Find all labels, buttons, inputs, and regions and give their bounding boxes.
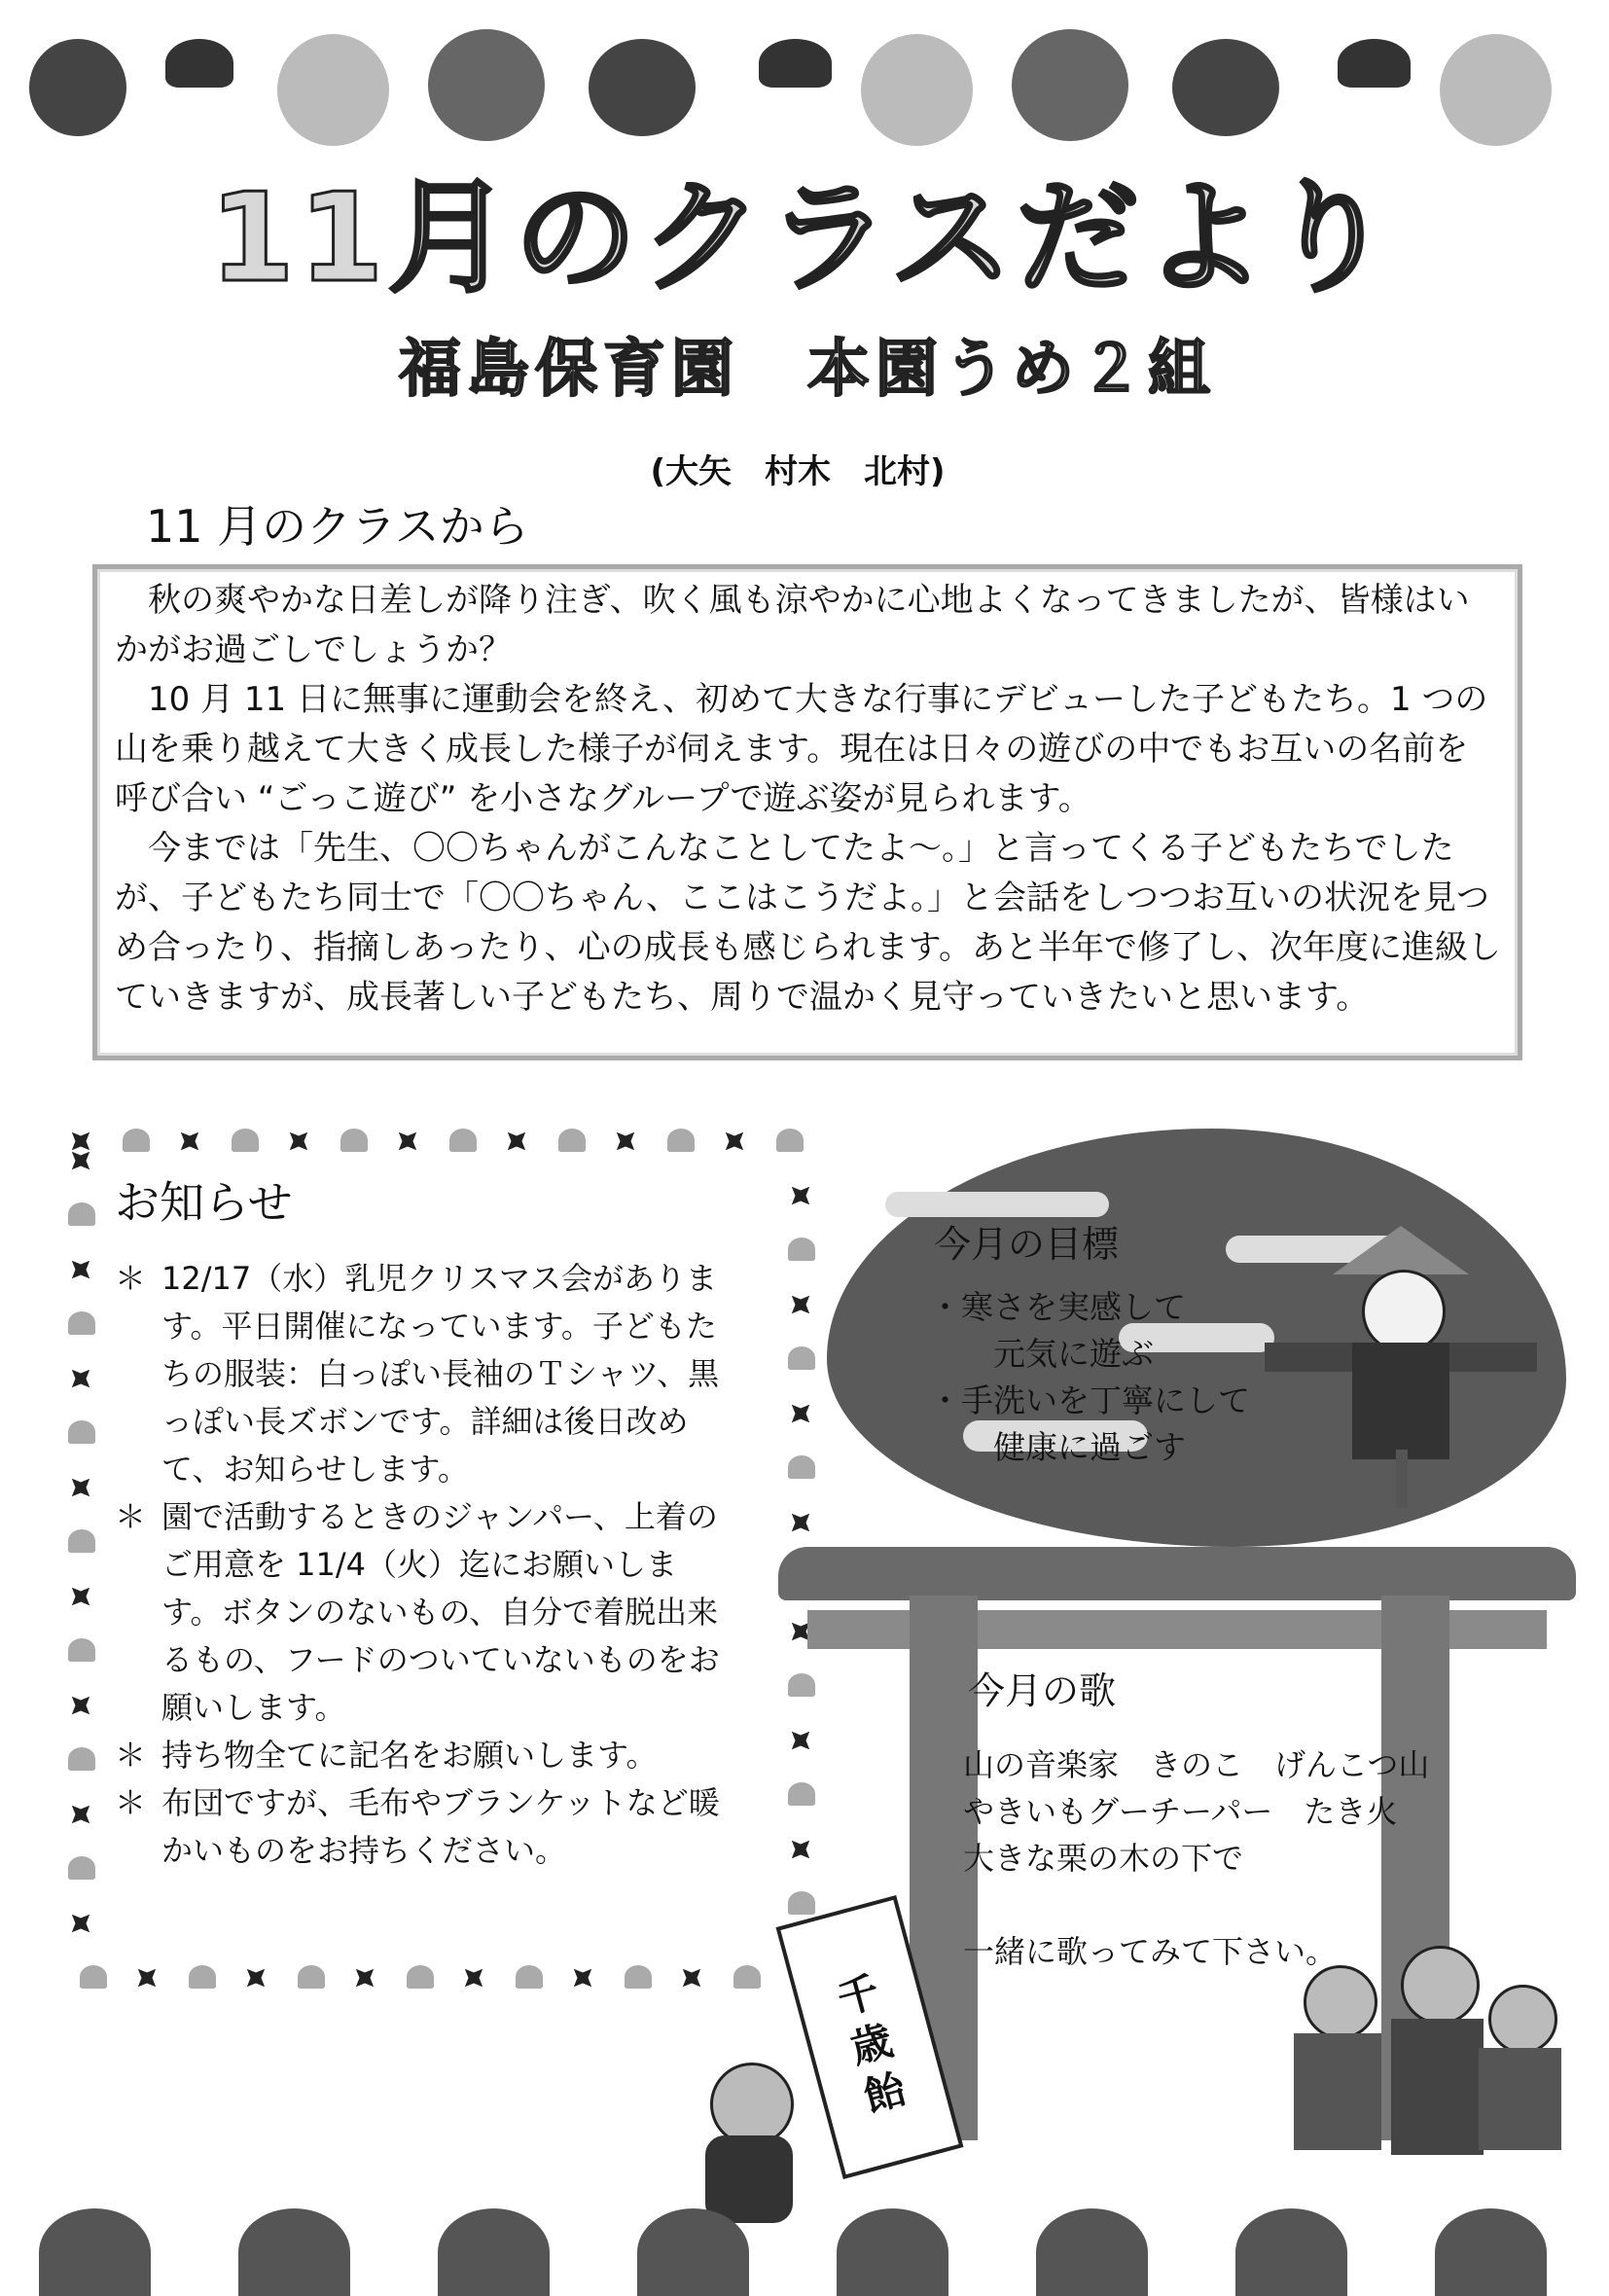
goal-list [929,1284,1250,1471]
ginkgo-leaf-icon [80,1965,107,1989]
maple-leaf-icon [565,1960,601,1996]
ginkgo-leaf-icon [788,1238,815,1261]
ginkgo-leaf-icon [68,1529,95,1553]
ginkgo-leaf-icon [232,1129,259,1152]
notice-item: ＊ 12/17（水）乳児クリスマス会があります。平日開催になっています。子どもたちの服装：白っぽい長袖のＴシャツ、黒っぽい長ズボンです。詳細は後日改めて、お知らせします。 [115,1255,728,1493]
teacher-names: (大矢 村木 北村) [650,452,946,491]
persimmon-icon [428,29,545,141]
maple-leaf-icon [390,1124,426,1160]
notice-list [115,1255,728,1875]
children-kimono-illustration [1284,1946,1576,2160]
pear-icon [1440,34,1552,146]
ginkgo-leaf-icon [449,1129,477,1152]
notice-item: ＊ 園で活動するときのジャンパー、上着のご用意を 11/4（火）迄にお願いします。ボタンのないもの、自分で着脱出来るもの、フードのついていないものをお願いします。 [115,1493,728,1732]
goal-line: ・手洗いを丁寧にして [929,1381,1250,1419]
intro-paragraph: 10 月 11 日に無事に運動会を終え、初めて大きな行事にデビューした子どもたち。1 つの山を乗り越えて大きく成長した様子が伺えます。現在は日々の遊びの中でもお互いの名前を呼び合い “ごっこ遊び” を小さなグループで遊ぶ姿が見られます。 [115,680,1488,818]
ginkgo-leaf-icon [68,1638,95,1662]
song-line: 山の音楽家 きのこ げんこつ山 [963,1746,1430,1783]
ginkgo-leaf-icon [733,1965,761,1989]
goal-line: ・寒さを実感して [929,1288,1186,1326]
chestnut-icon [438,2208,550,2296]
goal-line: 元気に遊ぶ [929,1335,1154,1373]
goal-heading: 今月の目標 [934,1223,1120,1266]
ginkgo-leaf-icon [788,1891,815,1915]
maple-leaf-icon [783,1723,819,1759]
page-title: 11月のクラスだより [209,166,1396,309]
ginkgo-leaf-icon [516,1965,543,1989]
notice-item: ＊ 持ち物全てに記名をお願いします。 [115,1732,728,1779]
intro-text [115,576,1501,1022]
maple-leaf-icon [172,1124,208,1160]
mushroom-icon [165,39,233,88]
maple-leaf-icon [783,1505,819,1541]
fruit-border-top [0,19,1609,165]
maple-leaf-icon [129,1960,165,1996]
intro-paragraph: 今までは「先生、〇〇ちゃんがこんなことしてたよ～。」と言ってくる子どもたちでしたが、子どもたち同士で「〇〇ちゃん、ここはこうだよ。」と会話をしつつお互いの状況を見つめ合ったり、指摘しあったり、心の成長も感じられます。あと半年で修了し、次年度に進級していきますが、成長著しい子どもたち、周りで温かく見守っていきたいと思います。 [115,829,1501,1017]
ginkgo-leaf-icon [788,1455,815,1479]
maple-leaf-icon [63,1143,99,1179]
maple-leaf-icon [63,1252,99,1288]
ginkgo-leaf-icon [625,1965,652,1989]
chestnut-icon [589,39,696,136]
torii-illustration [778,1547,1576,1600]
ginkgo-leaf-icon [788,1346,815,1370]
maple-leaf-icon [608,1124,644,1160]
asterisk-bullet-icon: ＊ [115,1784,147,1821]
ginkgo-leaf-icon [189,1965,216,1989]
maple-leaf-icon [783,1396,819,1432]
song-line: やきいもグーチーパー たき火 [963,1793,1398,1830]
ginkgo-leaf-icon [776,1129,804,1152]
maple-leaf-icon [63,1124,99,1160]
song-line: 一緒に歌ってみて下さい。 [963,1933,1338,1970]
ginkgo-leaf-icon [68,1202,95,1226]
chestnut-icon [1235,2208,1347,2296]
ginkgo-leaf-icon [68,1420,95,1444]
notice-item: ＊ 布団ですが、毛布やブランケットなど暖かいものをお持ちください。 [115,1779,728,1875]
intro-paragraph: 秋の爽やかな日差しが降り注ぎ、吹く風も涼やかに心地よくなってきましたが、皆様はいかがお過ごしでしょうか？ [115,581,1470,669]
ginkgo-leaf-icon [68,1311,95,1335]
maple-leaf-icon [347,1960,383,1996]
candy-label: 千歳飴 [832,1966,912,2122]
ginkgo-leaf-icon [68,1856,95,1880]
ginkgo-leaf-icon [298,1965,325,1989]
song-line: 大きな栗の木の下で [963,1840,1244,1877]
pear-icon [861,34,973,146]
chestnut-icon [637,2208,749,2296]
mushroom-icon [759,39,832,88]
cloud-streak [885,1192,1109,1217]
chestnut-icon [1036,2208,1148,2296]
scarecrow-illustration [1294,1216,1508,1508]
asterisk-bullet-icon: ＊ [115,1498,147,1535]
chestnut-icon [1172,39,1279,136]
maple-leaf-icon [63,1579,99,1615]
ginkgo-leaf-icon [788,1782,815,1806]
maple-leaf-icon [456,1960,492,1996]
song-line [963,1882,1429,1928]
maple-leaf-icon [674,1960,710,1996]
mushroom-icon [1338,39,1411,88]
maple-leaf-icon [238,1960,274,1996]
ginkgo-leaf-icon [123,1129,150,1152]
maple-leaf-icon [281,1124,317,1160]
asterisk-bullet-icon: ＊ [115,1737,147,1774]
pear-icon [277,34,389,146]
chestnut-icon [29,39,126,136]
ginkgo-leaf-icon [558,1129,586,1152]
song-list [963,1741,1429,1975]
asterisk-bullet-icon: ＊ [115,1260,147,1297]
song-heading: 今月の歌 [968,1669,1117,1712]
chestnut-icon [1435,2208,1547,2296]
maple-leaf-icon [63,1470,99,1506]
maple-leaf-icon [63,1797,99,1833]
ginkgo-leaf-icon [68,1747,95,1771]
intro-heading: 11 月のクラスから [146,500,529,553]
ginkgo-leaf-icon [407,1965,434,1989]
ginkgo-leaf-icon [667,1129,695,1152]
chestnut-icon [39,2208,151,2296]
chestnut-icon [238,2208,350,2296]
maple-leaf-icon [717,1124,753,1160]
persimmon-icon [1012,29,1128,141]
chestnut-icon [837,2208,948,2296]
chestnut-border-bottom [0,2150,1609,2275]
maple-leaf-icon [63,1906,99,1942]
maple-leaf-icon [63,1688,99,1724]
goal-line: 健康に過ごす [929,1428,1186,1466]
maple-leaf-icon [783,1178,819,1214]
maple-leaf-icon [783,1832,819,1868]
notice-heading: お知らせ [115,1176,293,1229]
maple-leaf-icon [499,1124,535,1160]
class-name: 福島保育園 本園うめ２組 [399,334,1216,406]
ginkgo-leaf-icon [340,1129,368,1152]
maple-leaf-icon [783,1287,819,1323]
maple-leaf-icon [63,1361,99,1397]
ginkgo-leaf-icon [788,1673,815,1697]
